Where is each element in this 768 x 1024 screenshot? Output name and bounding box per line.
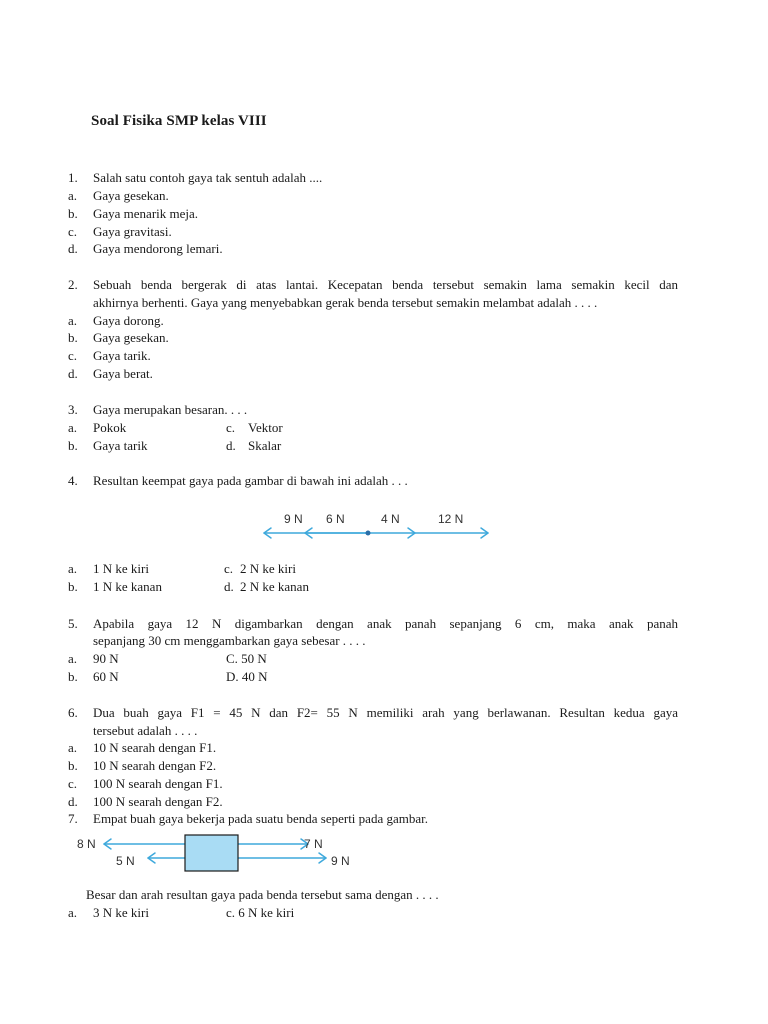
label-12n: 12 N	[438, 512, 464, 526]
option-letter: b.	[68, 206, 78, 221]
option-letter: c.	[68, 224, 78, 239]
question-number: 4.	[68, 473, 78, 488]
option-text: 100 N searah dengan F2.	[93, 794, 223, 809]
question-followup: Besar dan arah resultan gaya pada benda tersebut sama dengan . . . .	[86, 887, 439, 902]
question-number: 2.	[68, 277, 78, 292]
option-letter: a.	[68, 740, 78, 755]
option-text: c. 6 N ke kiri	[226, 905, 295, 920]
option-text: 2 N ke kanan	[240, 579, 309, 594]
question-text: Gaya merupakan besaran. . . .	[93, 402, 248, 417]
option-letter: b.	[68, 758, 78, 773]
option-letter: d.	[224, 579, 234, 594]
option-text: Pokok	[93, 420, 127, 435]
label-7n: 7 N	[304, 837, 323, 851]
option-text: 90 N	[93, 651, 119, 666]
option-letter: c.	[226, 420, 236, 435]
option-letter: b.	[68, 330, 78, 345]
option-text: 60 N	[93, 669, 119, 684]
option-text: Gaya tarik	[93, 438, 148, 453]
label-6n: 6 N	[326, 512, 345, 526]
option-letter: c.	[224, 561, 234, 576]
option-text: 1 N ke kiri	[93, 561, 149, 576]
option-text: Skalar	[248, 438, 282, 453]
option-letter: a.	[68, 651, 78, 666]
question-text: Resultan keempat gaya pada gambar di bawah ini adalah . . .	[93, 473, 408, 488]
question-number: 5.	[68, 616, 78, 631]
option-text: 10 N searah dengan F2.	[93, 758, 217, 773]
option-text: 100 N searah dengan F1.	[93, 776, 223, 791]
label-9n: 9 N	[284, 512, 303, 526]
option-text: Gaya gesekan.	[93, 188, 169, 203]
option-text: 3 N ke kiri	[93, 905, 149, 920]
option-text: 1 N ke kanan	[93, 579, 162, 594]
option-letter: d.	[68, 241, 78, 256]
option-text: C. 50 N	[226, 651, 267, 666]
object-box	[185, 835, 238, 871]
option-letter: a.	[68, 561, 78, 576]
question-text: Empat buah gaya bekerja pada suatu benda seperti pada gambar.	[93, 811, 428, 826]
question-text: Apabila gaya 12 N digambarkan dengan anak panah sepanjang 6 cm, maka anak panah	[93, 616, 678, 631]
option-text: Gaya berat.	[93, 366, 153, 381]
option-text: 2 N ke kiri	[240, 561, 296, 576]
question-number: 1.	[68, 170, 78, 185]
option-letter: c.	[68, 348, 78, 363]
option-text: D. 40 N	[226, 669, 268, 684]
force-box-figure-7	[72, 833, 372, 877]
option-text: Gaya menarik meja.	[93, 206, 199, 221]
option-text: 10 N searah dengan F1.	[93, 740, 217, 755]
option-letter: c.	[68, 776, 78, 791]
option-letter: b.	[68, 669, 78, 684]
option-text: Gaya mendorong lemari.	[93, 241, 223, 256]
question-text: Sebuah benda bergerak di atas lantai. Kecepatan benda tersebut semakin lama semakin kecil dan	[93, 277, 678, 292]
question-text: sepanjang 30 cm menggambarkan gaya sebesar . . . .	[93, 633, 366, 648]
question-text: Salah satu contoh gaya tak sentuh adalah ....	[93, 170, 323, 185]
label-5n: 5 N	[116, 854, 135, 868]
option-text: Vektor	[248, 420, 283, 435]
option-text: Gaya gesekan.	[93, 330, 169, 345]
option-letter: a.	[68, 188, 78, 203]
option-letter: a.	[68, 420, 78, 435]
question-number: 6.	[68, 705, 78, 720]
question-text: tersebut adalah . . . .	[93, 723, 198, 738]
option-letter: a.	[68, 313, 78, 328]
option-letter: a.	[68, 905, 78, 920]
option-letter: b.	[68, 579, 78, 594]
label-4n: 4 N	[381, 512, 400, 526]
question-number: 3.	[68, 402, 78, 417]
option-text: Gaya dorong.	[93, 313, 164, 328]
option-letter: d.	[68, 366, 78, 381]
question-text: akhirnya berhenti. Gaya yang menyebabkan gerak benda tersebut semakin melambat adalah . . . .	[93, 295, 598, 310]
option-letter: d.	[226, 438, 236, 453]
option-text: Gaya gravitasi.	[93, 224, 172, 239]
option-text: Gaya tarik.	[93, 348, 151, 363]
question-number: 7.	[68, 811, 78, 826]
page-title: Soal Fisika SMP kelas VIII	[91, 113, 267, 129]
force-arrows-figure-4	[260, 511, 492, 541]
question-text: Dua buah gaya F1 = 45 N dan F2= 55 N memiliki arah yang berlawanan. Resultan kedua gaya	[93, 705, 678, 720]
force-origin-dot	[366, 531, 371, 536]
label-8n: 8 N	[77, 837, 96, 851]
option-letter: d.	[68, 794, 78, 809]
option-letter: b.	[68, 438, 78, 453]
label-9n: 9 N	[331, 854, 350, 868]
